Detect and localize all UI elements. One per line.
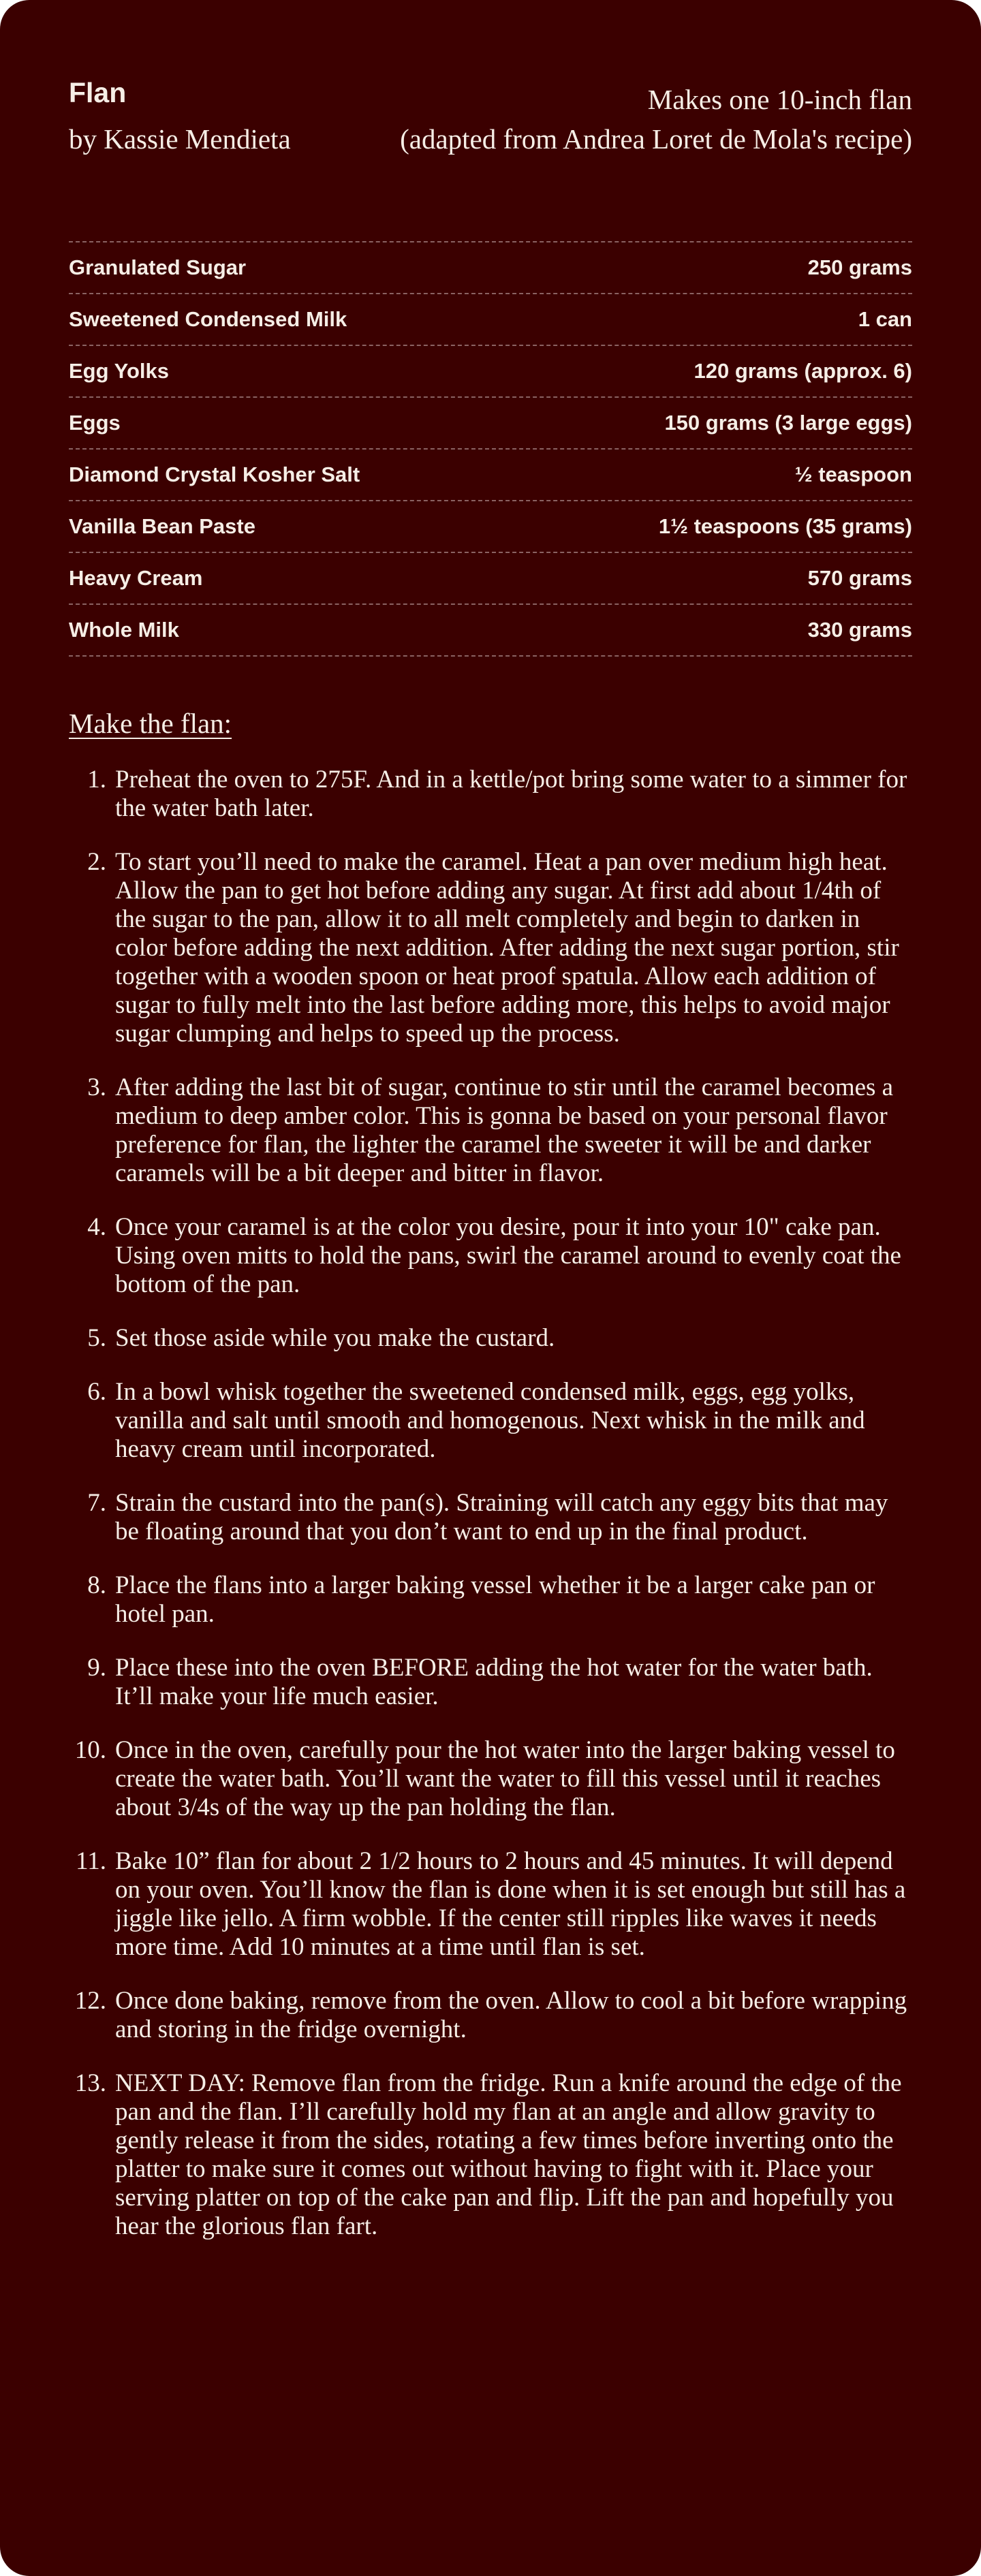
step-text: Once done baking, remove from the oven. Allow to cool a bit before wrapping and storing in the fridge overnight. xyxy=(115,1987,907,2043)
recipe-author: by Kassie Mendieta xyxy=(69,123,291,155)
ingredient-amount: 150 grams (3 large eggs) xyxy=(664,411,912,435)
step-text: Bake 10” flan for about 2 1/2 hours to 2 hours and 45 minutes. It will depend on your oven. You’ll know the flan is done when it is set enough but still has a jiggle like jello. A firm wobble. If the center still ripples like waves it needs more time. Add 10 minutes at a time until flan is set. xyxy=(115,1847,906,1961)
step-text: Strain the custard into the pan(s). Straining will catch any eggy bits that may be floating around that you don’t want to end up in the final product. xyxy=(115,1489,888,1545)
ingredient-amount: 570 grams xyxy=(807,566,912,590)
step-number: 7. xyxy=(87,1489,106,1517)
method-step xyxy=(0,1736,912,1822)
ingredient-row xyxy=(69,294,912,346)
step-text: Place the flans into a larger baking vessel whether it be a larger cake pan or hotel pan. xyxy=(115,1571,875,1628)
method-step xyxy=(0,1489,912,1546)
ingredient-row xyxy=(69,501,912,553)
step-number: 2. xyxy=(87,848,106,876)
step-text: Once in the oven, carefully pour the hot water into the larger baking vessel to create the water bath. You’ll want the water to fill this vessel until it reaches about 3/4s of the way up the pan holding the flan. xyxy=(115,1736,895,1821)
step-text: Place these into the oven BEFORE adding the hot water for the water bath. It’ll make your life much easier. xyxy=(115,1654,873,1710)
step-text: Once your caramel is at the color you desire, pour it into your 10" cake pan. Using oven mitts to hold the pans, swirl the caramel around to evenly coat the bottom of the pan. xyxy=(115,1213,901,1298)
method-step xyxy=(0,1847,912,1962)
ingredient-row xyxy=(69,242,912,294)
method-step xyxy=(0,1987,912,2044)
step-number: 9. xyxy=(87,1654,106,1682)
recipe-yield: Makes one 10-inch flan xyxy=(647,84,912,115)
ingredient-amount: ½ teaspoon xyxy=(794,462,912,486)
method-step xyxy=(0,2069,912,2241)
method-steps xyxy=(0,766,912,2266)
method-heading: Make the flan: xyxy=(69,708,232,739)
ingredient-name: Vanilla Bean Paste xyxy=(69,514,255,538)
ingredient-amount: 1½ teaspoons (35 grams) xyxy=(658,514,912,538)
ingredient-name: Heavy Cream xyxy=(69,566,203,590)
ingredient-name: Granulated Sugar xyxy=(69,255,247,279)
ingredient-amount: 1 can xyxy=(858,307,912,331)
step-number: 10. xyxy=(74,1736,106,1764)
step-number: 12. xyxy=(74,1987,106,2015)
method-step xyxy=(0,848,912,1048)
method-step xyxy=(0,1324,912,1353)
method-step xyxy=(0,1213,912,1299)
step-text: After adding the last bit of sugar, continue to stir until the caramel becomes a medium to deep amber color. This is gonna be based on your personal flavor preference for flan, the lighter the caramel the sweeter it will be and darker caramels will be a bit deeper and bitter in flavor. xyxy=(115,1073,894,1187)
ingredient-name: Whole Milk xyxy=(69,618,179,642)
step-number: 1. xyxy=(87,766,106,794)
recipe-header xyxy=(69,72,912,168)
step-text: Preheat the oven to 275F. And in a kettle/pot bring some water to a simmer for the water bath later. xyxy=(115,766,907,822)
step-number: 8. xyxy=(87,1571,106,1599)
ingredient-amount: 250 grams xyxy=(807,255,912,279)
ingredient-row xyxy=(69,605,912,657)
ingredient-name: Eggs xyxy=(69,411,121,435)
ingredient-name: Egg Yolks xyxy=(69,359,170,383)
method-step xyxy=(0,1571,912,1629)
ingredient-row xyxy=(69,553,912,605)
step-text: To start you’ll need to make the caramel. Heat a pan over medium high heat. Allow the pan to get hot before adding any sugar. At first add about 1/4th of the sugar to the pan, allow it to all melt completely and begin to darken in color before adding the next addition. After adding the next sugar portion, stir together with a wooden spoon or heat proof spatula. Allow each addition of sugar to fully melt into the last before adding more, this helps to avoid major sugar clumping and helps to speed up the process. xyxy=(115,848,899,1048)
ingredient-list xyxy=(69,241,912,657)
step-number: 13. xyxy=(74,2069,106,2097)
method-step xyxy=(0,1654,912,1711)
step-number: 5. xyxy=(87,1324,106,1352)
ingredient-row xyxy=(69,450,912,501)
recipe-title: Flan xyxy=(69,77,127,108)
method-step xyxy=(0,1073,912,1188)
ingredient-name: Diamond Crystal Kosher Salt xyxy=(69,462,360,486)
ingredient-amount: 120 grams (approx. 6) xyxy=(694,359,912,383)
step-text: In a bowl whisk together the sweetened condensed milk, eggs, egg yolks, vanilla and salt until smooth and homogenous. Next whisk in the milk and heavy cream until incorporated. xyxy=(115,1378,865,1463)
method-step xyxy=(0,1378,912,1464)
step-number: 6. xyxy=(87,1378,106,1406)
step-number: 3. xyxy=(87,1073,106,1101)
ingredient-name: Sweetened Condensed Milk xyxy=(69,307,347,331)
ingredient-amount: 330 grams xyxy=(807,618,912,642)
method-step xyxy=(0,766,912,823)
recipe-attribution: (adapted from Andrea Loret de Mola's recipe) xyxy=(400,123,912,155)
ingredient-row xyxy=(69,398,912,450)
step-text: NEXT DAY: Remove flan from the fridge. Run a knife around the edge of the pan and the flan. I’ll carefully hold my flan at an angle and allow gravity to gently release it from the sides, rotating a few times before inverting onto the platter to make sure it comes out without having to fight with it. Place your serving platter on top of the cake pan and flip. Lift the pan and hopefully you hear the glorious flan fart. xyxy=(115,2069,902,2240)
ingredient-row xyxy=(69,346,912,398)
step-number: 4. xyxy=(87,1213,106,1241)
step-number: 11. xyxy=(76,1847,106,1875)
step-text: Set those aside while you make the custard. xyxy=(115,1324,555,1352)
